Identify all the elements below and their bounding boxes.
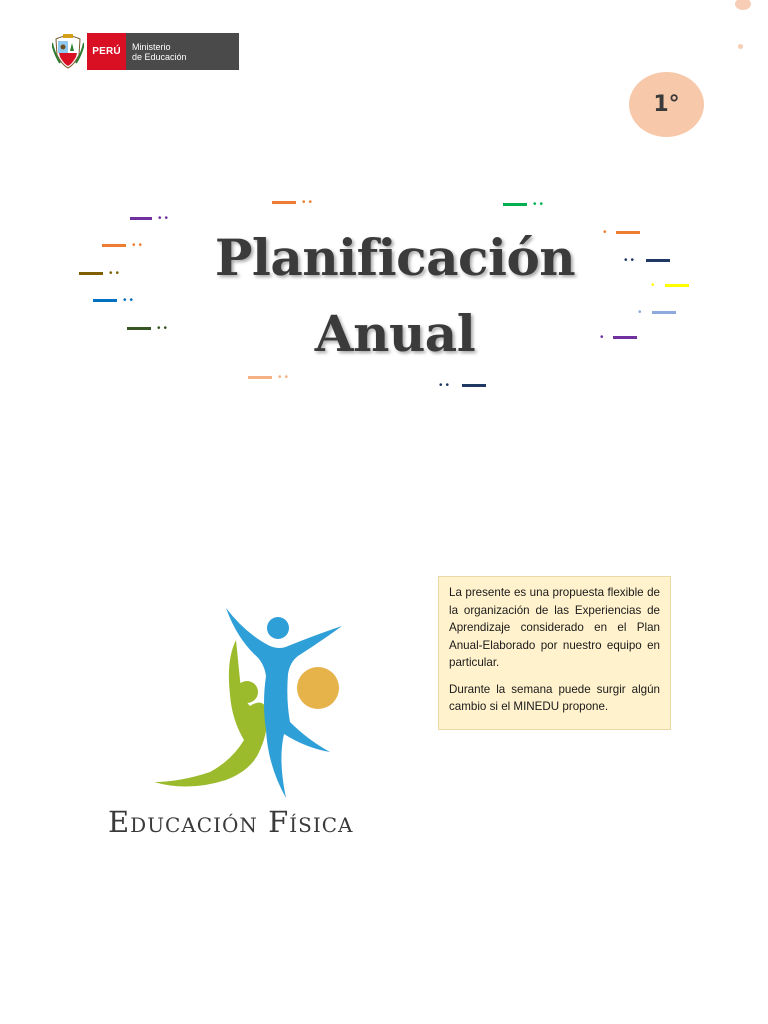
decorative-dots: •• xyxy=(624,255,638,266)
decorative-dots: •• xyxy=(123,295,137,306)
decorative-dots: • xyxy=(651,280,658,291)
country-label: PERÚ xyxy=(87,33,126,70)
page-title-line-1: Planificación xyxy=(214,228,576,287)
decorative-dash xyxy=(272,201,296,204)
decorative-dots: •• xyxy=(533,199,547,210)
decorative-dots: •• xyxy=(157,323,171,334)
decorative-dot xyxy=(738,44,743,49)
decorative-dots: • xyxy=(600,332,607,343)
decorative-dots: • xyxy=(638,307,645,318)
decorative-dots: • xyxy=(603,227,610,238)
decorative-dots: •• xyxy=(132,240,146,251)
note-paragraph-2: Durante la semana puede surgir algún cambio si el MINEDU propone. xyxy=(449,682,660,713)
ministry-line-1: Ministerio xyxy=(132,41,171,52)
decorative-dots: •• xyxy=(439,380,453,391)
decorative-dash xyxy=(462,384,486,387)
note-paragraph-1: La presente es una propuesta flexible de la organización de las Experiencias de Aprendizaje considerado en el Plan Anual-Elaborado por nuestro equipo en particular. xyxy=(449,586,660,669)
decorative-dash xyxy=(665,284,689,287)
note-box xyxy=(438,576,671,730)
decorative-dash xyxy=(102,244,126,247)
page-title-line-2: Anual xyxy=(314,304,476,363)
decorative-dash xyxy=(503,203,527,206)
coat-of-arms-icon xyxy=(52,33,84,70)
ministry-label xyxy=(126,33,239,70)
decorative-dots: •• xyxy=(109,268,123,279)
ball-icon xyxy=(297,667,339,709)
decorative-dash xyxy=(79,272,103,275)
blue-figure-head xyxy=(267,617,289,639)
physical-education-figures-icon xyxy=(140,600,370,815)
logo-caption: Educación Física xyxy=(108,805,354,839)
ministry-logo xyxy=(52,33,239,70)
ministry-line-2: de Educación xyxy=(132,51,187,62)
grade-label: 1° xyxy=(653,92,680,117)
green-figure-body xyxy=(154,640,267,787)
decorative-dots: •• xyxy=(302,197,316,208)
decorative-circle xyxy=(735,0,751,10)
decorative-dash xyxy=(130,217,152,220)
decorative-dots: •• xyxy=(158,213,172,224)
grade-badge xyxy=(629,72,704,137)
decorative-dots: •• xyxy=(278,372,292,383)
decorative-dash xyxy=(248,376,272,379)
decorative-dash xyxy=(93,299,117,302)
